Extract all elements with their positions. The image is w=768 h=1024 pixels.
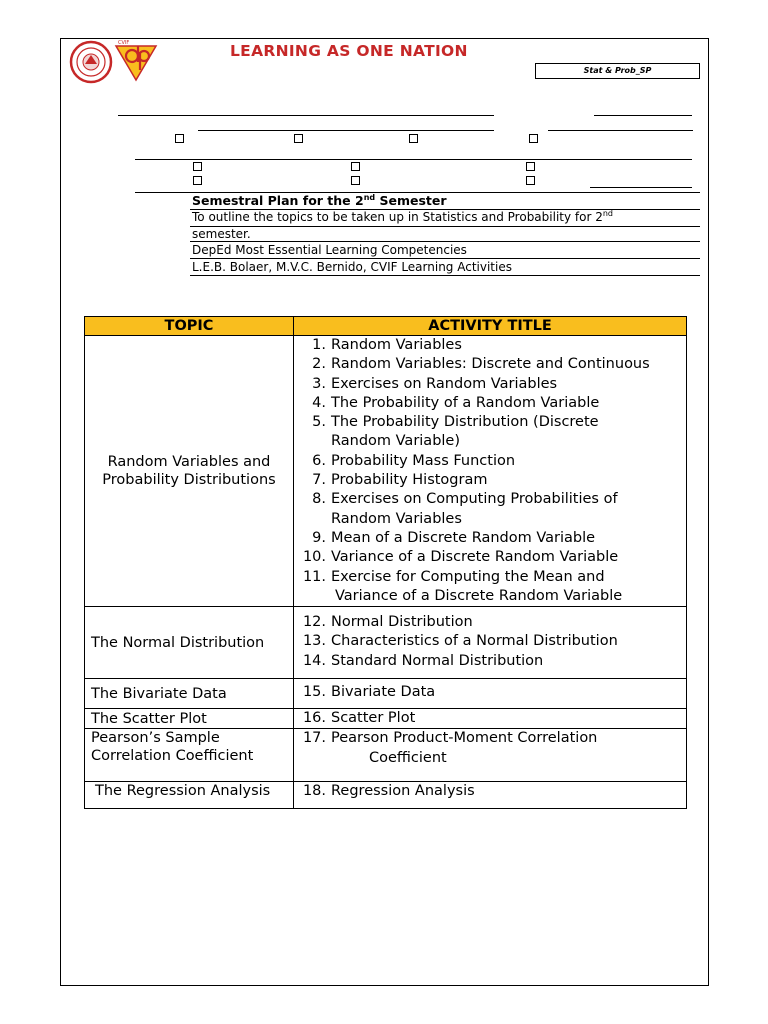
activity-title (331, 355, 680, 374)
activity-title-line: Scatter Plot (331, 710, 416, 727)
topic-text: Correlation Coefficient (91, 748, 254, 765)
activity-title-line: Exercises on Random Variables (331, 375, 558, 392)
activity-item (298, 548, 680, 567)
activity-list (298, 683, 680, 702)
activity-number: 9. (312, 529, 326, 546)
activity-title (331, 729, 680, 768)
topic-cell (85, 782, 294, 809)
activity-item (298, 471, 680, 490)
reference-text: DepEd Most Essential Learning Competencies (192, 243, 467, 257)
activity-list (298, 782, 680, 801)
activity-title (331, 336, 680, 355)
activity-item (298, 683, 680, 702)
topic-text: The Scatter Plot (91, 710, 207, 727)
activity-list (298, 613, 680, 671)
activity-cell (294, 709, 687, 729)
topic-cell (85, 729, 294, 782)
activity-title (331, 548, 680, 567)
activity-number: 14. (302, 652, 326, 669)
svg-text:CVIF: CVIF (118, 40, 130, 46)
activity-item (298, 413, 680, 452)
activity-item (298, 452, 680, 471)
activity-item (298, 394, 680, 413)
activity-item (298, 729, 680, 768)
checkbox[interactable] (351, 176, 360, 185)
activity-title (331, 683, 680, 702)
activity-number: 8. (312, 491, 326, 508)
topic-text: The Regression Analysis (95, 783, 271, 800)
activity-title (331, 613, 680, 632)
form-blank-line (198, 130, 494, 131)
topic-text: The Normal Distribution (91, 634, 265, 651)
authors-text: L.E.B. Bolaer, M.V.C. Bernido, CVIF Learning Activities (192, 260, 512, 274)
form-line (190, 226, 700, 227)
activity-title-line: Bivariate Data (331, 684, 436, 701)
activity-cell (294, 729, 687, 782)
checkbox[interactable] (193, 162, 202, 171)
activity-title-line: Random Variables (331, 510, 462, 527)
activity-number: 2. (312, 356, 326, 373)
form-line (190, 241, 700, 242)
form-blank-line (594, 115, 692, 116)
activity-title-line: Coefficient (369, 749, 447, 766)
activity-cell (294, 782, 687, 809)
activity-title-line: Exercise for Computing the Mean and (331, 568, 605, 585)
activity-number: 18. (302, 783, 326, 800)
topic-cell (85, 336, 294, 607)
activity-number: 10. (302, 549, 326, 566)
table-header-row (85, 317, 687, 336)
page-title: LEARNING AS ONE NATION (230, 42, 468, 60)
activity-number: 17. (302, 730, 326, 747)
activity-title (331, 375, 680, 394)
activity-number: 16. (302, 710, 326, 727)
activity-title-line: Regression Analysis (331, 783, 475, 800)
table-row (85, 729, 687, 782)
activity-item (298, 709, 680, 728)
activity-item (298, 632, 680, 651)
form-line (190, 275, 700, 276)
topics-table (84, 316, 687, 809)
activity-item (298, 568, 680, 607)
form-blank-line (590, 187, 692, 188)
activity-title-line: Probability Histogram (331, 472, 488, 489)
activity-title-line: Random Variables: Discrete and Continuous (331, 356, 650, 373)
activity-cell (294, 336, 687, 607)
activity-title (331, 652, 680, 671)
activity-list (298, 336, 680, 606)
activity-item (298, 490, 680, 529)
topic-cell (85, 709, 294, 729)
activity-title (331, 568, 680, 607)
topic-text: Probability Distributions (102, 472, 276, 489)
table-row (85, 336, 687, 607)
activity-number: 13. (302, 633, 326, 650)
activity-title (331, 471, 680, 490)
activity-number: 15. (302, 684, 326, 701)
activity-number: 1. (312, 337, 326, 353)
activity-cell (294, 679, 687, 709)
document-code: Stat & Prob_SP (535, 63, 700, 79)
plan-title: Semestral Plan for the 2nd Semester (192, 193, 447, 208)
column-header-activity: ACTIVITY TITLE (294, 317, 687, 336)
activity-title (331, 394, 680, 413)
topic-cell (85, 679, 294, 709)
activity-title-line: Mean of a Discrete Random Variable (331, 529, 596, 546)
activity-number: 5. (312, 414, 326, 431)
objective-text: To outline the topics to be taken up in Statistics and Probability for 2nd (192, 209, 614, 224)
topic-cell (85, 607, 294, 679)
activity-item (298, 613, 680, 632)
school-logos (68, 40, 178, 88)
activity-title (331, 782, 680, 801)
activity-title (331, 490, 680, 529)
table-row (85, 679, 687, 709)
activity-item (298, 529, 680, 548)
activity-item (298, 782, 680, 801)
seal-logo (71, 42, 111, 82)
table-row (85, 782, 687, 809)
checkbox[interactable] (294, 134, 303, 143)
activity-cell (294, 607, 687, 679)
checkbox[interactable] (193, 176, 202, 185)
activity-title-line: Normal Distribution (331, 614, 473, 631)
checkbox[interactable] (526, 176, 535, 185)
activity-item (298, 652, 680, 671)
activity-title-line: Exercises on Computing Probabilities of (331, 491, 618, 508)
activity-title-line: Random Variable) (331, 433, 461, 450)
activity-item (298, 336, 680, 355)
form-blank-line (548, 130, 693, 131)
activity-title (331, 632, 680, 651)
checkbox[interactable] (529, 134, 538, 143)
activity-item (298, 355, 680, 374)
activity-title (331, 452, 680, 471)
topic-text: Pearson’s Sample (91, 730, 220, 747)
topic-text: The Bivariate Data (91, 685, 227, 702)
objective-text-cont: semester. (192, 227, 251, 241)
activity-number: 11. (302, 568, 326, 585)
activity-title-line: Variance of a Discrete Random Variable (331, 549, 619, 566)
activity-list (298, 729, 680, 768)
activity-title (331, 709, 680, 728)
activity-item (298, 375, 680, 394)
form-blank-line (118, 115, 494, 116)
checkbox[interactable] (175, 134, 184, 143)
activity-title-line: Variance of a Discrete Random Variable (335, 587, 623, 604)
activity-title (331, 529, 680, 548)
activity-list (298, 709, 680, 728)
activity-number: 7. (312, 472, 326, 489)
column-header-topic: TOPIC (85, 317, 294, 336)
activity-title-line: Random Variables (331, 337, 462, 353)
topic-text: Random Variables and (107, 454, 271, 471)
table-row (85, 709, 687, 729)
form-line (190, 258, 700, 259)
checkbox[interactable] (526, 162, 535, 171)
table-row (85, 607, 687, 679)
dp-logo (116, 40, 156, 80)
activity-title (331, 413, 680, 452)
activity-number: 12. (302, 614, 326, 631)
checkbox[interactable] (351, 162, 360, 171)
activity-title-line: The Probability of a Random Variable (331, 394, 600, 411)
activity-title-line: Probability Mass Function (331, 452, 516, 469)
activity-number: 3. (312, 375, 326, 392)
activity-title-line: Characteristics of a Normal Distribution (331, 633, 618, 650)
activity-title-line: The Probability Distribution (Discrete (331, 414, 599, 431)
checkbox[interactable] (409, 134, 418, 143)
activity-number: 4. (312, 394, 326, 411)
form-blank-line (135, 159, 692, 160)
activity-title-line: Pearson Product-Moment Correlation (331, 730, 598, 747)
activity-title-line: Standard Normal Distribution (331, 652, 544, 669)
activity-number: 6. (312, 452, 326, 469)
